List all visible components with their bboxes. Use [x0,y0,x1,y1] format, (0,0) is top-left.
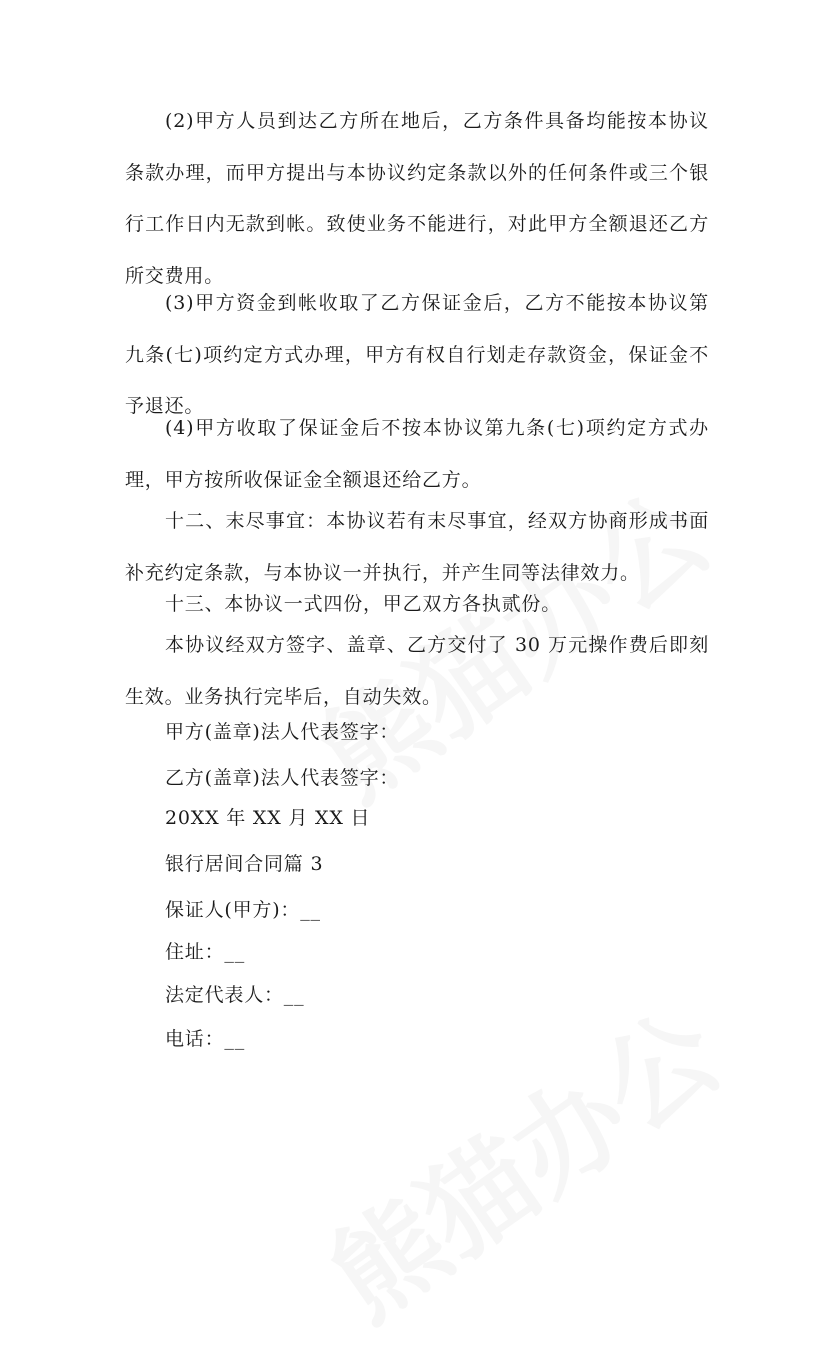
clause-paragraph-4: (4)甲方收取了保证金后不按本协议第九条(七)项约定方式办理，甲方按所收保证金全额退还给乙方。 [125,417,709,491]
address-field: 住址：__ [165,941,246,963]
party-a-signature-line: 甲方(盖章)法人代表签字： [165,721,400,743]
clause-paragraph-2: (2)甲方人员到达乙方所在地后，乙方条件具备均能按本协议条款办理，而甲方提出与本协议约定条款以外的任何条件或三个银行工作日内无款到帐。致使业务不能进行，对此甲方全额退还乙方所交费用。 [125,110,709,287]
effective-clause-paragraph: 本协议经双方签字、盖章、乙方交付了 30 万元操作费后即刻生效。业务执行完毕后，自动失效。 [125,634,709,708]
phone-field: 电话：__ [165,1028,246,1050]
section-heading: 银行居间合同篇 3 [165,853,324,875]
date-line: 20XX 年 XX 月 XX 日 [165,807,371,829]
legal-representative-field: 法定代表人：__ [165,984,305,1006]
clause-thirteen-paragraph: 十三、本协议一式四份，甲乙双方各执贰份。 [165,593,562,615]
clause-twelve-paragraph: 十二、末尽事宜：本协议若有末尽事宜，经双方协商形成书面补充约定条款，与本协议一并执行，并产生同等法律效力。 [125,510,709,584]
party-b-signature-line: 乙方(盖章)法人代表签字： [165,767,400,789]
watermark [294,968,745,1350]
guarantor-field: 保证人(甲方)：__ [165,899,321,921]
clause-paragraph-3: (3)甲方资金到帐收取了乙方保证金后，乙方不能按本协议第九条(七)项约定方式办理，甲方有权自行划走存款资金，保证金不予退还。 [125,292,709,417]
